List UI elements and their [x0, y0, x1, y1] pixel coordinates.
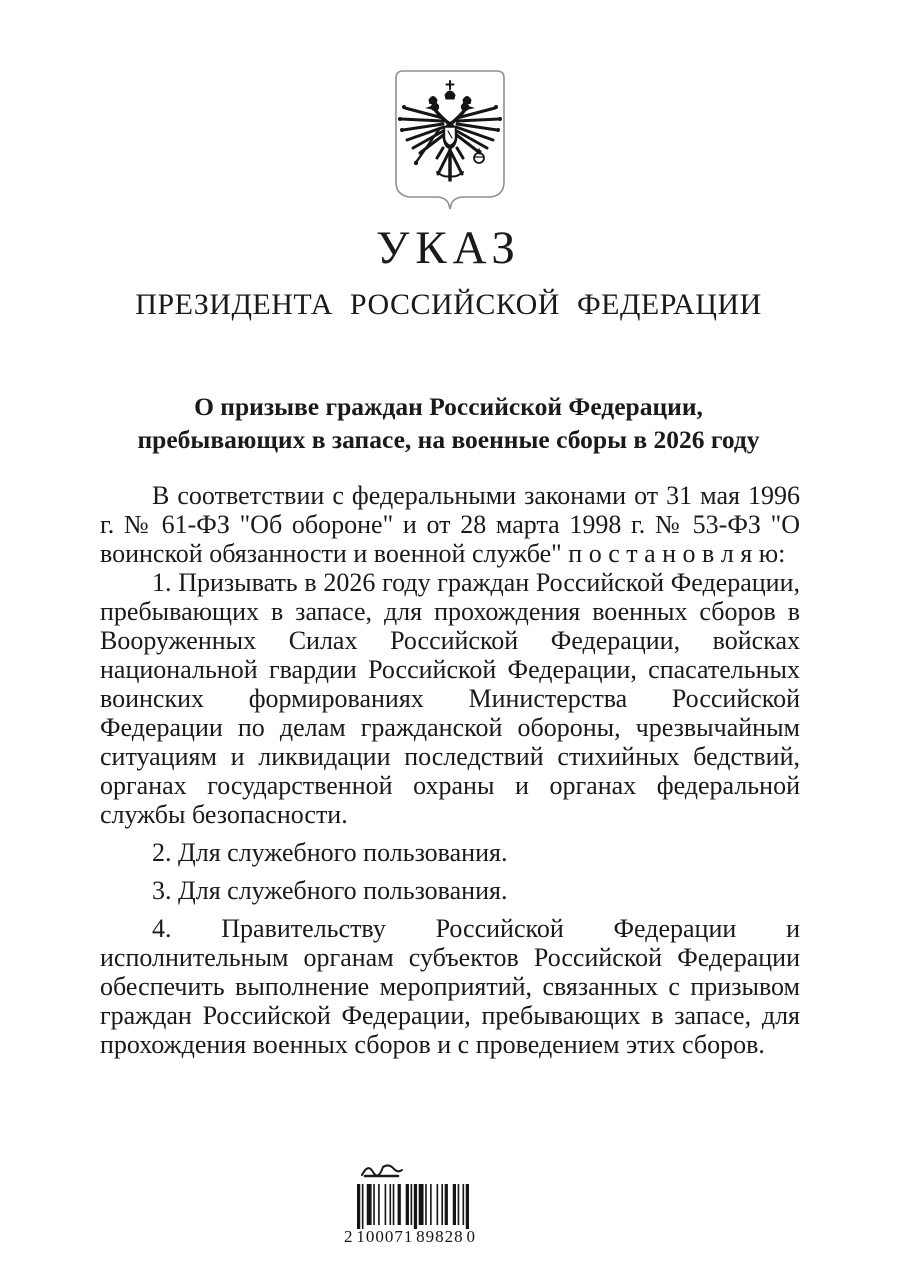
barcode-digit-group: 2 [344, 1227, 354, 1246]
barcode-digit-group: 89828 [416, 1227, 464, 1246]
barcode-digit-group: 0 [466, 1227, 476, 1246]
decree-subject [0, 390, 897, 456]
body-paragraph: 2. Для служебного пользования. [152, 838, 508, 867]
body-paragraph: В соответствии с федеральными законами от 31 мая 1996 г. № 61-ФЗ "Об обороне" и от 28 марта 1998 г. № 53-ФЗ "О воинской обязанности и военной службе" п о с т а н о в л я ю: [100, 481, 800, 568]
decree-subject-line2: пребывающих в запасе, на военные сборы в 2026 году [137, 425, 760, 454]
decree-issuer: ПРЕЗИДЕНТА РОССИЙСКОЙ ФЕДЕРАЦИИ [135, 288, 762, 321]
decree-subject-line1: О призыве граждан Российской Федерации, [194, 392, 703, 421]
stamp-squiggle-mark-icon [360, 1159, 404, 1183]
barcode-block [344, 1155, 484, 1250]
barcode-icon [357, 1184, 469, 1229]
body-paragraph: 1. Призывать в 2026 году граждан Российской Федерации, пребывающих в запасе, для прохождения военных сборов в Вооруженных Силах Российской Федерации, войсках национальной гвардии Российской Федерации, спасательных воинских формированиях Министерства Российской Федерации по делам гражданской обороны, чрезвычайным ситуациям и ликвидации последствий стихийных бедствий, органах государственной охраны и органах федеральной службы безопасности. [100, 568, 800, 829]
body-paragraph: 4. Правительству Российской Федерации и исполнительным органам субъектов Российской Федерации обеспечить выполнение мероприятий, связанных с призывом граждан Российской Федерации, пребывающих в запасе, для прохождения военных сборов и с проведением этих сборов. [100, 914, 800, 1059]
decree-type-title: УКАЗ [376, 222, 521, 274]
body-paragraph: 3. Для служебного пользования. [152, 876, 508, 905]
barcode-digits [344, 1227, 476, 1247]
decree-body [100, 481, 800, 1059]
russia-coat-of-arms-icon [390, 62, 510, 224]
barcode-digit-group: 100071 [356, 1227, 414, 1246]
